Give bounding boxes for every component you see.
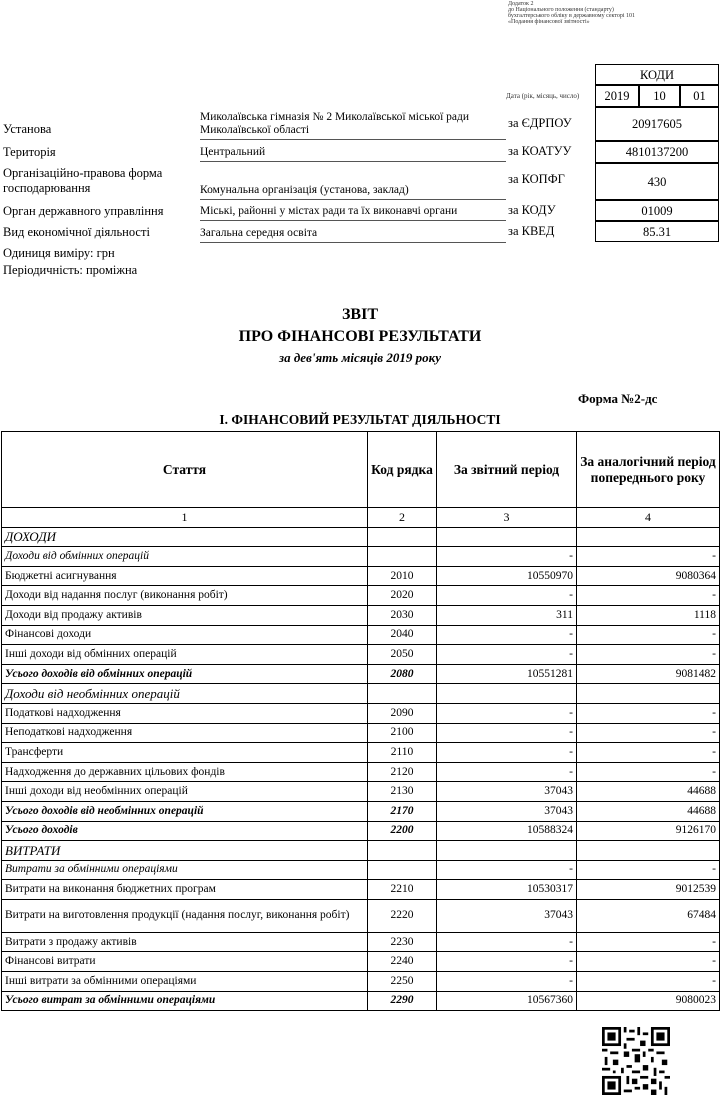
colnum: 3	[437, 508, 577, 528]
field-value-legal-form: Комунальна організація (установа, заклад)	[200, 184, 506, 200]
table-row	[2, 762, 720, 782]
table-row	[2, 991, 720, 1011]
row-previous-value: -	[577, 932, 720, 952]
row-item-name: ВИТРАТИ	[2, 841, 368, 861]
code-kved: 85.31	[595, 221, 719, 242]
row-current-value: -	[437, 723, 577, 743]
unit-label: Одиниця виміру: грн	[3, 246, 115, 260]
row-item-name: Усього доходів	[2, 821, 368, 841]
row-current-value: -	[437, 586, 577, 606]
table-row	[2, 841, 720, 861]
row-item-name: Надходження до державних цільових фондів	[2, 762, 368, 782]
row-previous-value: 9126170	[577, 821, 720, 841]
row-previous-value: 44688	[577, 782, 720, 802]
row-item-name: Неподаткові надходження	[2, 723, 368, 743]
row-previous-value	[577, 684, 720, 704]
table-row	[2, 645, 720, 665]
row-item-name: Фінансові витрати	[2, 952, 368, 972]
row-previous-value: 44688	[577, 801, 720, 821]
row-item-name: Бюджетні асигнування	[2, 566, 368, 586]
field-label-territory: Територія	[3, 145, 56, 159]
codes-header: КОДИ	[595, 64, 719, 85]
date-label: Дата (рік, місяць, число)	[506, 92, 580, 100]
row-code: 2250	[368, 972, 437, 992]
field-label-activity: Вид економічної діяльності	[3, 225, 150, 239]
section-title: І. ФІНАНСОВИЙ РЕЗУЛЬТАТ ДІЯЛЬНОСТІ	[219, 412, 501, 427]
date-month: 10	[639, 85, 680, 107]
row-previous-value: -	[577, 586, 720, 606]
table-row	[2, 932, 720, 952]
col-header-previous: За аналогічний період попереднього року	[577, 432, 720, 508]
table-row	[2, 899, 720, 932]
row-item-name: Доходи від продажу активів	[2, 605, 368, 625]
row-current-value: 10530317	[437, 880, 577, 900]
row-previous-value	[577, 841, 720, 861]
table-row	[2, 880, 720, 900]
row-item-name: Податкові надходження	[2, 703, 368, 723]
table-row	[2, 743, 720, 763]
row-current-value: 311	[437, 605, 577, 625]
field-value-institution: Миколаївська гімназія № 2 Миколаївської міської ради Миколаївської області	[200, 111, 506, 140]
row-previous-value: -	[577, 645, 720, 665]
row-item-name: Усього доходів від необмінних операцій	[2, 801, 368, 821]
row-item-name: Доходи від необмінних операцій	[2, 684, 368, 704]
row-previous-value: 67484	[577, 899, 720, 932]
report-title: ЗВІТ	[341, 306, 378, 323]
row-current-value: 10551281	[437, 664, 577, 684]
row-code: 2110	[368, 743, 437, 763]
row-item-name: Доходи від обмінних операцій	[2, 547, 368, 567]
annex-line: до Національного положення (стандарту)	[508, 7, 614, 13]
report-title-2: ПРО ФІНАНСОВІ РЕЗУЛЬТАТИ	[238, 328, 482, 345]
code-label-edrpou: за ЄДРПОУ	[508, 116, 572, 130]
code-kodu: 01009	[595, 200, 719, 221]
row-current-value: -	[437, 860, 577, 880]
row-item-name: Витрати на виготовлення продукції (надання послуг, виконання робіт)	[2, 899, 368, 932]
qr-code	[602, 1027, 670, 1095]
row-current-value: 10567360	[437, 991, 577, 1011]
row-current-value: 37043	[437, 782, 577, 802]
row-current-value: 37043	[437, 899, 577, 932]
row-code: 2200	[368, 821, 437, 841]
row-previous-value: 9081482	[577, 664, 720, 684]
row-code: 2290	[368, 991, 437, 1011]
row-code	[368, 860, 437, 880]
row-code: 2100	[368, 723, 437, 743]
periodicity-label: Періодичність: проміжна	[3, 263, 138, 277]
row-previous-value: -	[577, 625, 720, 645]
row-previous-value: 9080364	[577, 566, 720, 586]
table-row	[2, 527, 720, 547]
row-item-name: Інші витрати за обмінними операціями	[2, 972, 368, 992]
colnum: 4	[577, 508, 720, 528]
form-number: Форма №2-дс	[578, 391, 658, 406]
row-code: 2130	[368, 782, 437, 802]
table-row	[2, 664, 720, 684]
row-item-name: Інші доходи від обмінних операцій	[2, 645, 368, 665]
row-current-value: -	[437, 762, 577, 782]
annex-line: Додаток 2	[508, 1, 534, 7]
financial-results-table	[1, 431, 720, 1011]
table-row	[2, 821, 720, 841]
field-label-authority: Орган державного управління	[3, 204, 164, 218]
code-label-kodu: за КОДУ	[508, 203, 556, 217]
field-value-authority: Міські, районні у містах ради та їх виконавчі органи	[200, 205, 506, 221]
colnum: 2	[368, 508, 437, 528]
row-previous-value: -	[577, 972, 720, 992]
table-row	[2, 684, 720, 704]
table-row	[2, 723, 720, 743]
row-current-value: 37043	[437, 801, 577, 821]
field-label-legal-form: Організаційно-правова форма господарювання	[3, 166, 163, 195]
row-previous-value: -	[577, 743, 720, 763]
row-previous-value: -	[577, 723, 720, 743]
row-current-value: -	[437, 625, 577, 645]
row-code: 2230	[368, 932, 437, 952]
table-row	[2, 586, 720, 606]
field-value-activity: Загальна середня освіта	[200, 227, 506, 243]
col-header-item: Стаття	[2, 432, 368, 508]
table-header-row	[2, 432, 720, 508]
row-current-value	[437, 527, 577, 547]
row-code: 2020	[368, 586, 437, 606]
field-label-institution: Установа	[3, 122, 52, 136]
table-colnum-row	[2, 508, 720, 528]
row-item-name: Інші доходи від необмінних операцій	[2, 782, 368, 802]
table-row	[2, 547, 720, 567]
annex-line: «Подання фінансової звітності»	[508, 19, 590, 25]
annex-line: бухгалтерського обліку в державному секторі 101	[508, 13, 636, 19]
table-row	[2, 952, 720, 972]
table-row	[2, 972, 720, 992]
row-code	[368, 527, 437, 547]
row-item-name: Трансферти	[2, 743, 368, 763]
row-item-name: Усього доходів від обмінних операцій	[2, 664, 368, 684]
field-value-territory: Центральний	[200, 146, 506, 162]
row-current-value: -	[437, 703, 577, 723]
row-previous-value: -	[577, 860, 720, 880]
row-code: 2210	[368, 880, 437, 900]
row-code: 2030	[368, 605, 437, 625]
row-code: 2220	[368, 899, 437, 932]
row-item-name: Витрати на виконання бюджетних програм	[2, 880, 368, 900]
table-row	[2, 703, 720, 723]
row-current-value: -	[437, 932, 577, 952]
row-item-name: Доходи від надання послуг (виконання робіт)	[2, 586, 368, 606]
table-row	[2, 566, 720, 586]
col-header-code: Код рядка	[368, 432, 437, 508]
table-row	[2, 625, 720, 645]
code-kopfg: 430	[595, 163, 719, 200]
row-current-value	[437, 841, 577, 861]
row-previous-value: -	[577, 547, 720, 567]
row-code: 2120	[368, 762, 437, 782]
row-previous-value: 1118	[577, 605, 720, 625]
row-previous-value: -	[577, 952, 720, 972]
row-current-value: -	[437, 952, 577, 972]
code-edrpou: 20917605	[595, 107, 719, 141]
colnum: 1	[2, 508, 368, 528]
row-item-name: Витрати з продажу активів	[2, 932, 368, 952]
table-row	[2, 605, 720, 625]
row-previous-value: -	[577, 703, 720, 723]
row-current-value	[437, 684, 577, 704]
row-code: 2090	[368, 703, 437, 723]
code-koatuu: 4810137200	[595, 141, 719, 163]
row-current-value: -	[437, 547, 577, 567]
row-code: 2240	[368, 952, 437, 972]
code-label-kopfg: за КОПФГ	[508, 172, 565, 186]
row-previous-value: 9080023	[577, 991, 720, 1011]
table-row	[2, 782, 720, 802]
row-item-name: ДОХОДИ	[2, 527, 368, 547]
date-year: 2019	[595, 85, 639, 107]
date-day: 01	[680, 85, 719, 107]
row-item-name: Витрати за обмінними операціями	[2, 860, 368, 880]
row-code: 2170	[368, 801, 437, 821]
col-header-current: За звітний період	[437, 432, 577, 508]
code-label-kved: за КВЕД	[508, 224, 555, 238]
annex-note	[508, 1, 635, 25]
row-previous-value: -	[577, 762, 720, 782]
row-current-value: 10588324	[437, 821, 577, 841]
row-current-value: -	[437, 743, 577, 763]
row-item-name: Усього витрат за обмінними операціями	[2, 991, 368, 1011]
row-code: 2080	[368, 664, 437, 684]
table-row	[2, 860, 720, 880]
row-previous-value: 9012539	[577, 880, 720, 900]
row-code	[368, 547, 437, 567]
row-code	[368, 684, 437, 704]
row-item-name: Фінансові доходи	[2, 625, 368, 645]
code-label-koatuu: за КОАТУУ	[508, 144, 572, 158]
row-code: 2050	[368, 645, 437, 665]
report-subtitle: за дев'ять місяців 2019 року	[279, 350, 441, 365]
row-code: 2010	[368, 566, 437, 586]
row-current-value: -	[437, 972, 577, 992]
row-current-value: -	[437, 645, 577, 665]
row-current-value: 10550970	[437, 566, 577, 586]
table-row	[2, 801, 720, 821]
row-previous-value	[577, 527, 720, 547]
row-code: 2040	[368, 625, 437, 645]
row-code	[368, 841, 437, 861]
